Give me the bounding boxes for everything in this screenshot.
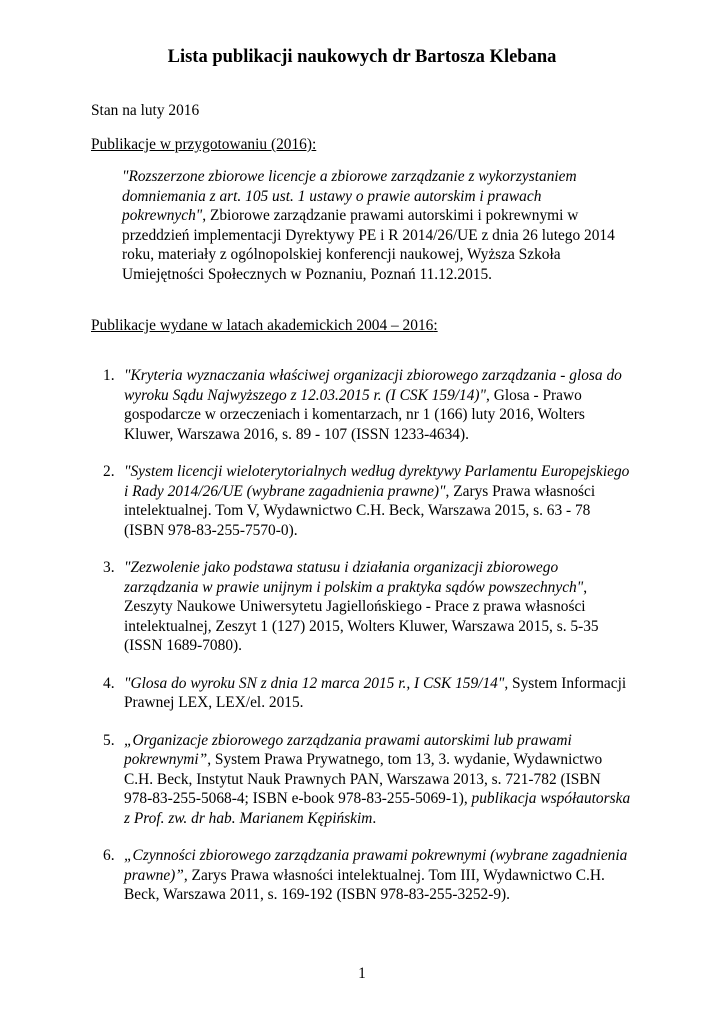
publication-in-preparation <box>122 167 622 284</box>
publication-details: , Zarys Prawa własności intelektualnej. Tom III, Wydawnictwo C.H. Beck, Warszawa 2011, s. 169-192 (ISBN 978-83-255-3252-9). <box>124 866 605 903</box>
status-date: Stan na luty 2016 <box>91 102 200 119</box>
page-number: 1 <box>358 965 366 982</box>
list-item-number: 3. <box>103 559 115 576</box>
publication-details: , Zbiorowe zarządzanie prawami autorskimi i pokrewnymi w przeddzień implementacji Dyrektywy PE i R 2014/26/UE z dnia 26 lutego 2014 roku, materiały z ogólnopolskiej konferencji naukowej, Wyższa Szkoła Umiejętności Społecznych w Poznaniu, Poznań 11.12.2015. <box>122 207 615 283</box>
publication-tail: . <box>372 809 377 827</box>
section-heading-colon: : <box>433 317 438 334</box>
section-heading-in-preparation <box>91 135 316 155</box>
publication-title: "Rozszerzone zbiorowe licencje a zbiorowe zarządzanie z wykorzystaniem domniemania z art. 105 ust. 1 ustawy o prawie autorskim i prawach pokrewnych" <box>122 168 577 224</box>
publication-title: „Organizacje zbiorowego zarządzania prawami autorskimi lub prawami pokrewnymi” <box>124 731 572 768</box>
section-heading-colon: : <box>311 136 317 153</box>
publication-title: "Zezwolenie jako podstawa statusu i działania organizacji zbiorowego zarządzania w prawie unijnym i polskim a praktyka sądów powszechnych" <box>124 559 584 596</box>
publication-details: , Zeszyty Naukowe Uniwersytetu Jagiellońskiego - Prace z prawa własności intelektualnej, Zeszyt 1 (127) 2015, Wolters Kluwer, Warszawa 2015, s. 5-35 (ISSN 1689-7080). <box>124 578 599 654</box>
publication-details: , Zarys Prawa własności intelektualnej. Tom V, Wydawnictwo C.H. Beck, Warszawa 2015, s. 63 - 78 (ISBN 978-83-255-7570-0). <box>124 482 596 539</box>
publication-details: , System Informacji Prawnej LEX, LEX/el. 2015. <box>124 674 627 711</box>
list-item-number: 5. <box>103 731 115 749</box>
section-heading-text: Publikacje wydane w latach akademickich 2004 – 2016 <box>91 317 434 334</box>
list-item <box>91 558 631 656</box>
list-item <box>91 462 631 540</box>
published-list <box>91 366 631 923</box>
list-item <box>91 846 631 905</box>
section-heading-text: Publikacje w przygotowaniu (2016) <box>91 136 312 153</box>
publication-details: , System Prawa Prywatnego, tom 13, 3. wydanie, Wydawnictwo C.H. Beck, Instytut Nauk Prawnych PAN, Warszawa 2013, s. 721-782 (ISBN 978-83-255-5068-4; ISBN e-book 978-83-255-5069-1), <box>124 751 603 807</box>
publication-title: "Glosa do wyroku SN z dnia 12 marca 2015 r., I CSK 159/14" <box>124 674 505 692</box>
publication-details: , Glosa - Prawo gospodarcze w orzeczeniach i komentarzach, nr 1 (166) luty 2016, Wolters Kluwer, Warszawa 2016, s. 89 - 107 (ISSN 1233-4634). <box>124 386 585 443</box>
publication-title: "System licencji wieloterytorialnych według dyrektywy Parlamentu Europejskiego i Rady 2014/26/UE (wybrane zagadnienia prawne)" <box>124 463 630 500</box>
list-item-number: 1. <box>103 367 115 384</box>
section-heading-published <box>91 316 438 336</box>
list-item-number: 4. <box>103 674 115 692</box>
list-item-number: 6. <box>103 847 115 864</box>
document-title: Lista publikacji naukowych dr Bartosza Klebana <box>167 47 557 67</box>
list-item <box>91 731 631 829</box>
list-item <box>91 366 631 444</box>
publication-title: „Czynności zbiorowego zarządzania prawami pokrewnymi (wybrane zagadnienia prawne)” <box>124 847 628 884</box>
list-item <box>91 674 631 713</box>
publication-title: "Kryteria wyznaczania właściwej organizacji zbiorowego zarządzania - glosa do wyroku Sądu Najwyższego z 12.03.2015 r. (I CSK 159/14)" <box>124 367 622 404</box>
publication-note: publikacja współautorska z Prof. zw. dr hab. Marianem Kępińskim <box>124 790 631 827</box>
list-item-number: 2. <box>103 463 115 480</box>
